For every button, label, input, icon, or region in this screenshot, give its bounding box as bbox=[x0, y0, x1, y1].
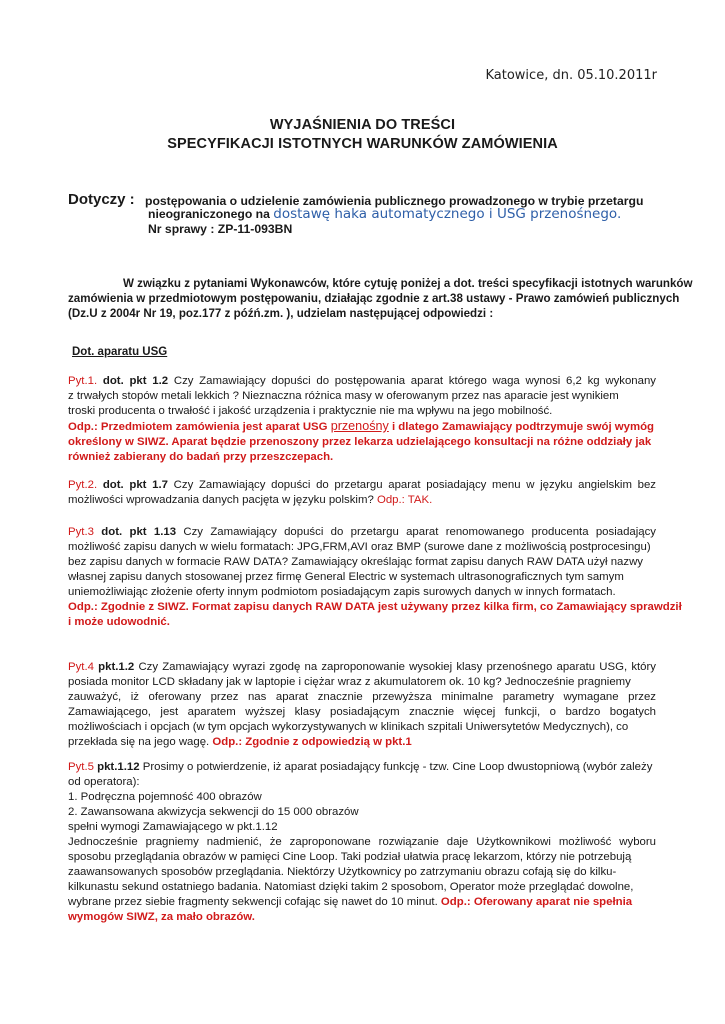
question-1 bbox=[68, 374, 656, 465]
q4-answer: Odp.: Zgodnie z odpowiedzią w pkt.1 bbox=[212, 736, 412, 748]
q5-line2: od operatora): bbox=[68, 776, 140, 788]
dotyczy-subject: dostawę haka automatycznego i USG przenośnego. bbox=[273, 206, 622, 222]
question-3 bbox=[68, 525, 682, 630]
q2-ref: dot. pkt 1.7 bbox=[102, 479, 168, 491]
case-number: Nr sprawy : ZP-11-093BN bbox=[148, 222, 293, 236]
dotyczy-line2 bbox=[145, 206, 621, 222]
q3-ref: dot. pkt 1.13 bbox=[101, 526, 177, 538]
q5-ref: pkt.1.12 bbox=[97, 761, 140, 773]
document-date: Katowice, dn. 05.10.2011r bbox=[485, 68, 657, 83]
q3-answer-line1: Odp.: Zgodnie z SIWZ. Format zapisu danych RAW DATA jest używany przez kilka firm, co Zamawiający sprawdził bbox=[68, 601, 682, 613]
intro-paragraph bbox=[68, 276, 693, 321]
q4-line3: zauważyć, iż oferowany przez nas aparat znacznie przewyższa minimalne parametry wymagane przez bbox=[68, 691, 656, 703]
q3-line2: możliwość zapisu danych w wielu formatach: JPG,FRM,AVI oraz BMP (surowe dane z możliwością postprocesingu) bbox=[68, 541, 651, 553]
q1-line2: z trwałych stopów metali lekkich ? Nieznaczna różnica masy w oferowanym przez nas aparacie jest wynikiem bbox=[68, 390, 619, 402]
q3-label: Pyt.3 bbox=[68, 526, 94, 538]
q4-line1: Czy Zamawiający wyrazi zgodę na zaproponowanie wysokiej klasy przenośnego aparatu USG, który bbox=[138, 661, 657, 673]
q4-line2: posiada monitor LCD składany jak w laptopie i ciężar wraz z akumulatorem ok. 10 kg? Jednocześnie pragniemy bbox=[68, 676, 631, 688]
question-2 bbox=[68, 478, 656, 508]
q1-label: Pyt.1. bbox=[68, 375, 98, 387]
q5-line4: 2. Zawansowana akwizycja sekwencji do 15 000 obrazów bbox=[68, 806, 359, 818]
q5-line3: 1. Podręczna pojemność 400 obrazów bbox=[68, 791, 262, 803]
q2-label: Pyt.2. bbox=[68, 479, 98, 491]
q5-line1: Prosimy o potwierdzenie, iż aparat posiadający funkcję - tzw. Cine Loop dwustopniową (wybór zależy bbox=[142, 761, 653, 773]
question-5 bbox=[68, 760, 656, 925]
q1-answer-emphasis: przenośny bbox=[330, 419, 389, 433]
q4-line6: przekłada się na jego wagę. bbox=[68, 736, 210, 748]
q1-answer-part1: Odp.: Przedmiotem zamówienia jest aparat USG bbox=[68, 421, 328, 433]
q3-line4: własnej zapisu danych stosowanej przez firmę General Electric w systemach ultrasonograficznych tym samym bbox=[68, 571, 624, 583]
q4-label: Pyt.4 bbox=[68, 661, 94, 673]
q1-line1: Czy Zamawiający dopuści do postępowania aparat którego waga wynosi 6,2 kg wykonany bbox=[173, 375, 656, 387]
q5-line8: zaawansowanych sposobów przeglądania. Niektórzy Użytkownicy po zatrzymaniu obrazu cofają się do kilku- bbox=[68, 866, 617, 878]
q2-line2: możliwości wprowadzania danych pacjęta w języku polskim? bbox=[68, 494, 374, 506]
intro-line2: zamówienia w przedmiotowym postępowaniu, działając zgodnie z art.38 ustawy - Prawo zamówień publicznych bbox=[68, 292, 680, 305]
q5-answer-line1: Odp.: Oferowany aparat nie spełnia bbox=[440, 896, 633, 908]
q1-ref: dot. pkt 1.2 bbox=[102, 375, 169, 387]
question-4 bbox=[68, 660, 656, 750]
q5-line10: wybrane przez siebie fragmenty sekwencji cofając się nawet do 10 minut. bbox=[68, 896, 438, 908]
document-title-line2: SPECYFIKACJI ISTOTNYCH WARUNKÓW ZAMÓWIENIA bbox=[167, 136, 558, 152]
q3-line3: bez zapisu danych w formacie RAW DATA? Zamawiający określając format zapisu danych RAW DATA użył nazwy bbox=[68, 556, 644, 568]
q4-line5: możliwościach i opcjach (w tym opcjach wykorzystywanych w klinikach szpitali Uniwersytetów Medycznych), co bbox=[68, 721, 629, 733]
q5-line6: Jednocześnie pragniemy nadmienić, że zaproponowane rozwiązanie daje Użytkownikowi możliwość wyboru bbox=[68, 836, 656, 848]
q5-line7: sposobu przeglądania obrazów w pamięci Cine Loop. Taki podział ułatwia pracę lekarzom, którzy nie potrzebują bbox=[68, 851, 632, 863]
q5-line9: kilkunastu sekund ostatniego badania. Natomiast dzięki takim 2 sposobom, Operator może przeglądać dowolne, bbox=[68, 881, 634, 893]
intro-line3: (Dz.U z 2004r Nr 19, poz.177 z późń.zm. ), udzielam następującej odpowiedzi : bbox=[68, 307, 494, 320]
intro-line1: W związku z pytaniami Wykonawców, które cytuję poniżej a dot. treści specyfikacji istotnych warunków bbox=[123, 277, 693, 290]
q1-answer-line2: określony w SIWZ. Aparat będzie przenoszony przez lekarza udzielającego konsultacji na różne oddziały jak bbox=[68, 436, 652, 448]
q3-answer-line2: i może udowodnić. bbox=[68, 616, 170, 628]
q2-answer: Odp.: TAK. bbox=[376, 494, 433, 506]
dotyczy-line2-prefix: nieograniczonego na bbox=[148, 207, 270, 221]
q4-line4: Zamawiającego, jest aparatem wyższej klasy posiadającym znacznie więcej funkcji, o bardzo bogatych bbox=[68, 706, 656, 718]
document-title-line1: WYJAŚNIENIA DO TREŚCI bbox=[269, 117, 456, 133]
dotyczy-label: Dotyczy : bbox=[68, 191, 135, 208]
q3-line1: Czy Zamawiający dopuści do przetargu aparat renomowanego producenta posiadający bbox=[183, 526, 657, 538]
q1-answer-line3: również zabierany do badań przy przeszczepach. bbox=[68, 451, 334, 463]
q4-ref: pkt.1.2 bbox=[98, 661, 135, 673]
section-title: Dot. aparatu USG bbox=[72, 346, 168, 358]
q3-line5: uniemożliwiając złożenie oferty innym podmiotom posiadającym zapis surowych danych w innych formatach. bbox=[68, 586, 616, 598]
q1-line3: troski producenta o trwałość i jakość urządzenia i praktycznie nie ma wpływu na jego mobilność. bbox=[68, 405, 553, 417]
dotyczy-line1: postępowania o udzielenie zamówienia publicznego prowadzonego w trybie przetargu bbox=[145, 194, 644, 208]
q2-line1: Czy Zamawiający dopuści do przetargu aparat posiadający menu w języku angielskim bez bbox=[173, 479, 656, 491]
q5-answer-line2: wymogów SIWZ, za mało obrazów. bbox=[68, 911, 255, 923]
q5-label: Pyt.5 bbox=[68, 761, 94, 773]
q1-answer-part3: i dlatego Zamawiający podtrzymuje swój wymóg bbox=[391, 421, 655, 433]
q5-line5: spełni wymogi Zamawiającego w pkt.1.12 bbox=[68, 821, 278, 833]
